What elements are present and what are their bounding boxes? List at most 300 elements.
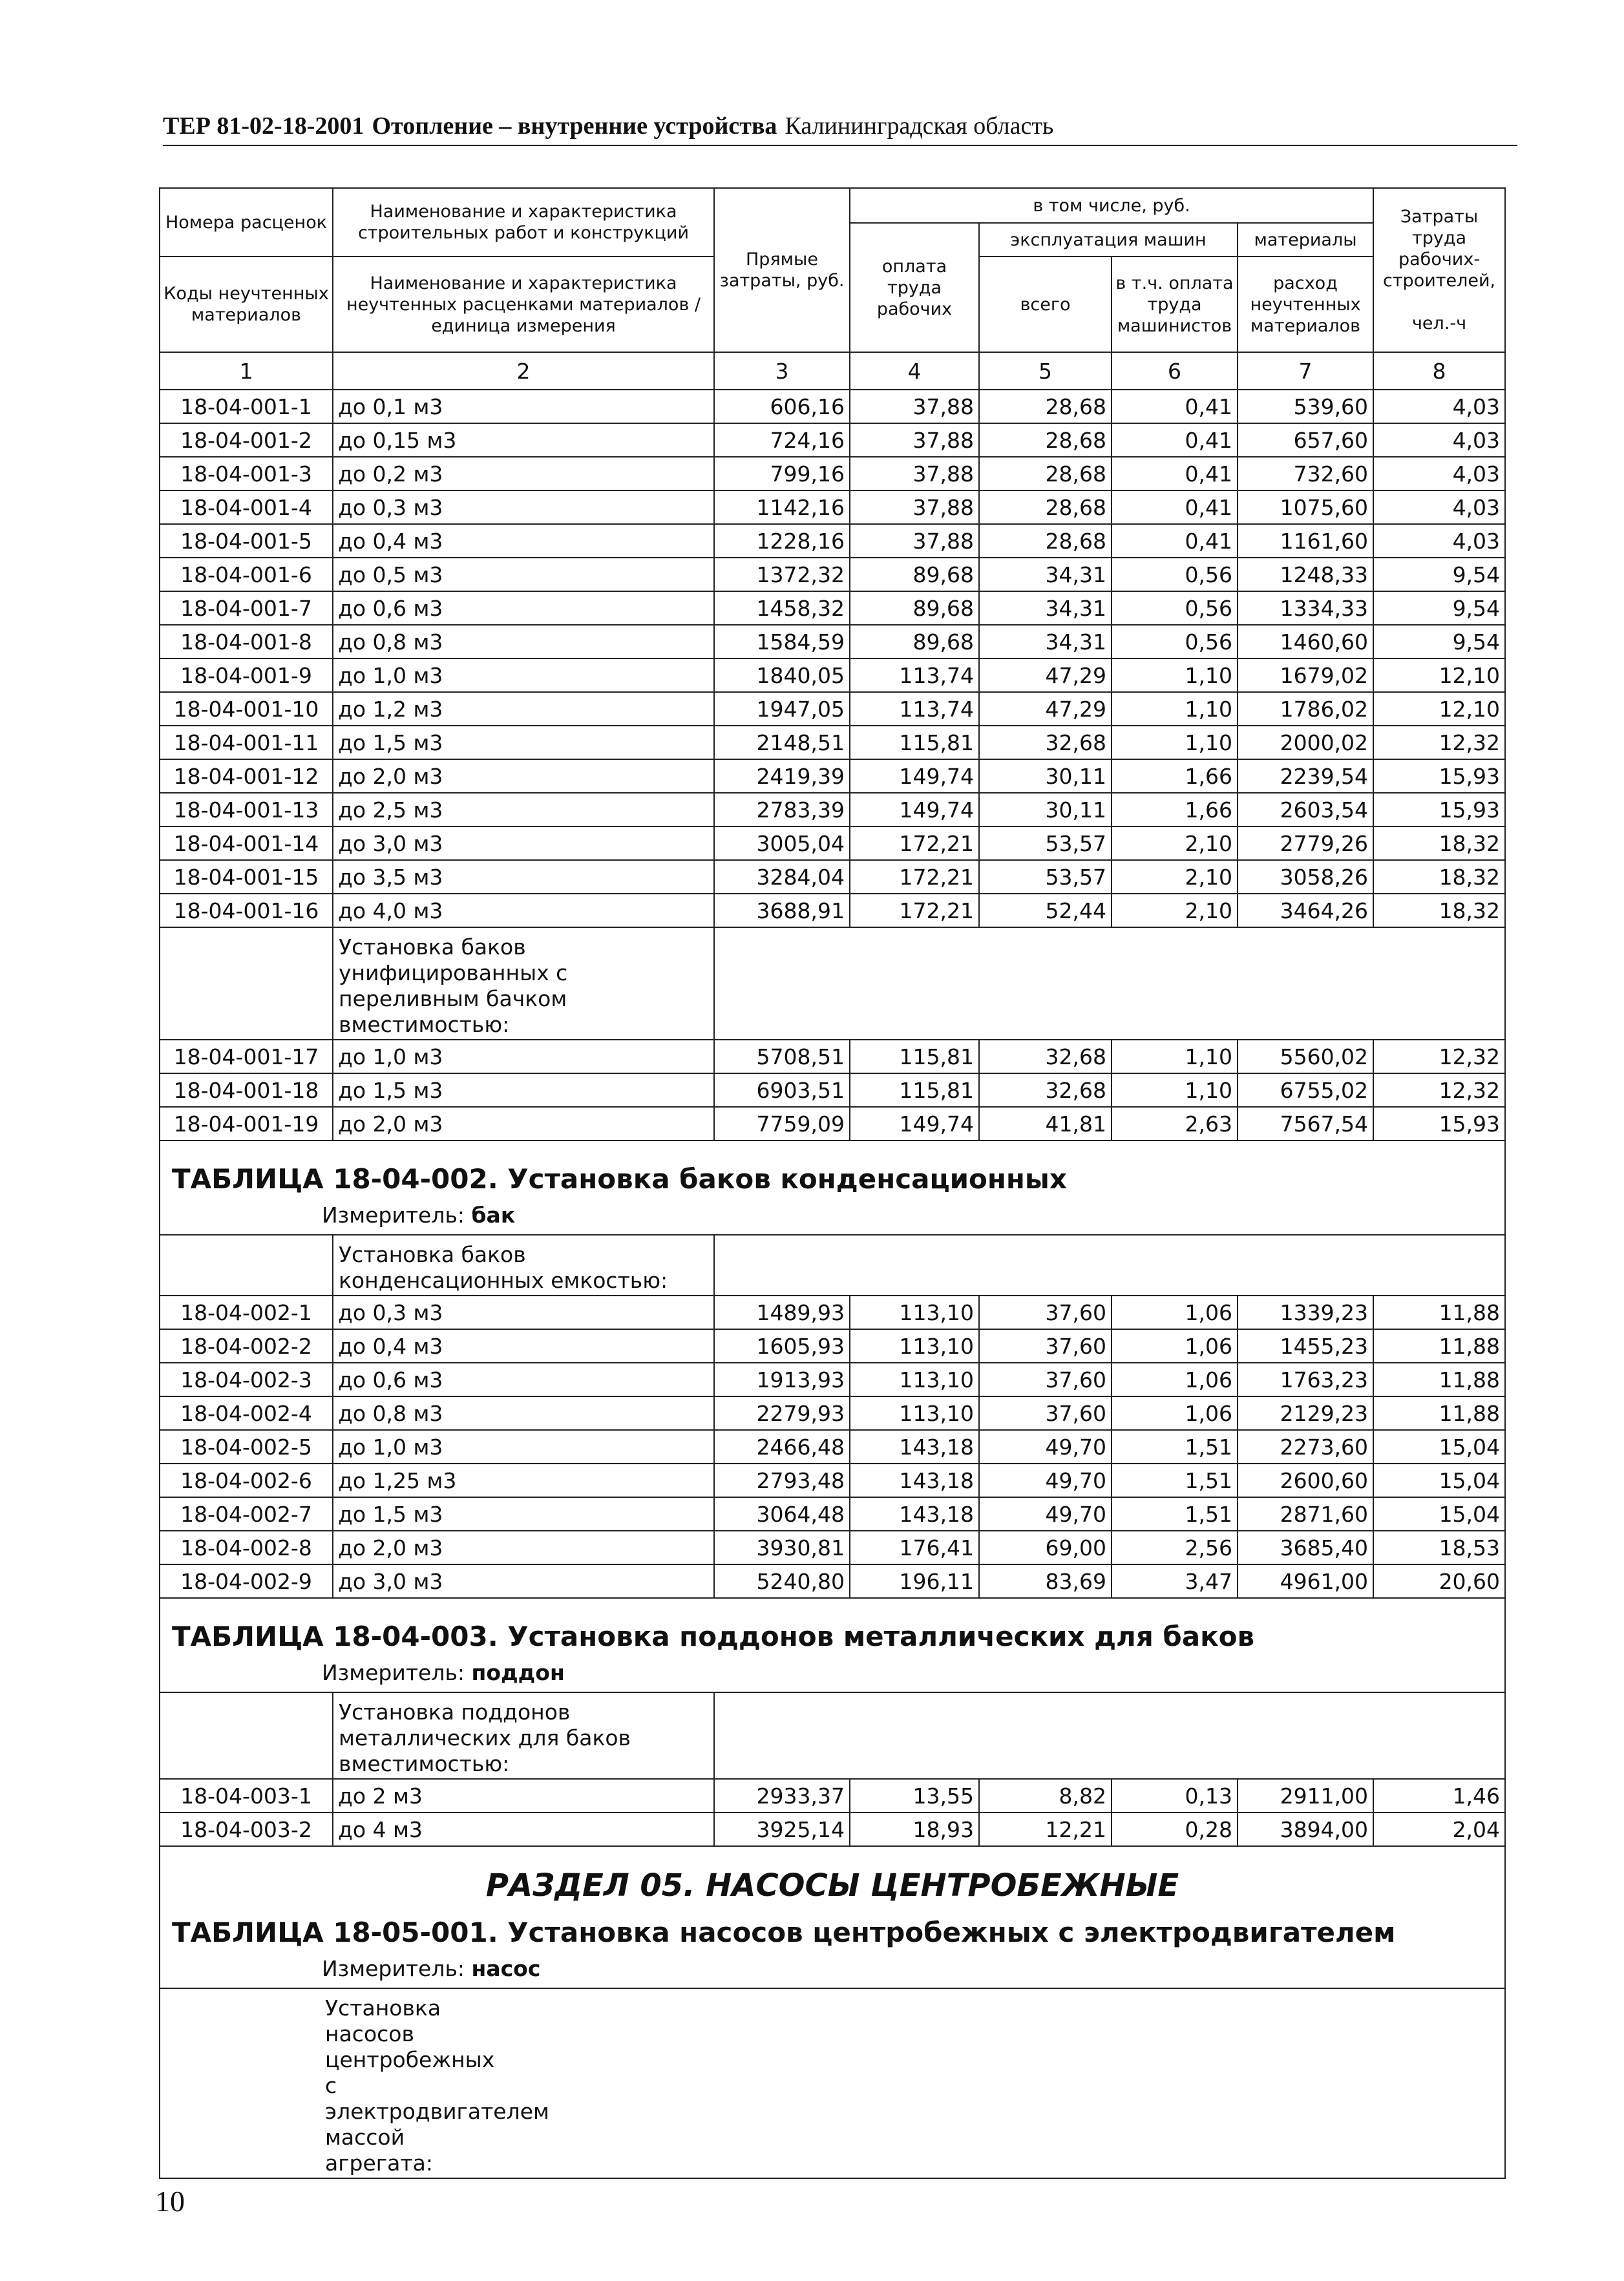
materials-cost: 2779,26 [1238, 826, 1373, 860]
column-number: 7 [1238, 352, 1373, 390]
rate-code: 18-04-001-14 [160, 826, 333, 860]
materials-cost: 4961,00 [1238, 1564, 1373, 1598]
unit-label: Измеритель: [322, 1956, 465, 1981]
rate-name: до 3,5 м3 [333, 860, 714, 894]
rate-code: 18-04-002-5 [160, 1430, 333, 1464]
machines-total: 28,68 [979, 457, 1112, 490]
rate-name: до 0,6 м3 [333, 1363, 714, 1396]
rate-name: до 0,2 м3 [333, 457, 714, 490]
rate-name: до 1,5 м3 [333, 1497, 714, 1531]
table-row [160, 1564, 1505, 1598]
labor-pay: 37,88 [850, 423, 979, 457]
labor-hours: 15,93 [1373, 793, 1505, 826]
rate-code: 18-04-001-11 [160, 726, 333, 759]
page-header [163, 111, 1517, 140]
labor-pay: 89,68 [850, 558, 979, 591]
materials-cost: 2129,23 [1238, 1396, 1373, 1430]
labor-hours: 9,54 [1373, 591, 1505, 625]
table-row [160, 1329, 1505, 1363]
machines-total: 30,11 [979, 793, 1112, 826]
machinists-pay: 1,51 [1112, 1430, 1238, 1464]
rate-name: до 0,6 м3 [333, 591, 714, 625]
column-number: 2 [333, 352, 714, 390]
group-code-cell [160, 927, 333, 1040]
machines-total: 53,57 [979, 860, 1112, 894]
rate-code: 18-04-001-19 [160, 1107, 333, 1140]
machinists-pay: 1,06 [1112, 1396, 1238, 1430]
section-05-block [160, 1846, 1505, 2178]
unit-line [160, 1660, 1505, 1692]
group-row [160, 1692, 1505, 1779]
materials-cost: 732,60 [1238, 457, 1373, 490]
machines-total: 37,60 [979, 1329, 1112, 1363]
direct-costs: 3064,48 [714, 1497, 850, 1531]
labor-hours: 15,04 [1373, 1430, 1505, 1464]
table-row [160, 390, 1505, 423]
direct-costs: 3284,04 [714, 860, 850, 894]
materials-cost: 539,60 [1238, 390, 1373, 423]
table-title-row [160, 1598, 1505, 1660]
rate-name: до 0,3 м3 [333, 1296, 714, 1329]
labor-hours: 18,32 [1373, 826, 1505, 860]
machines-total: 49,70 [979, 1464, 1112, 1497]
rate-name: до 2 м3 [333, 1779, 714, 1813]
unit-line [160, 1203, 1505, 1235]
table-row [160, 692, 1505, 726]
table-row [160, 423, 1505, 457]
table-001-group2 [160, 927, 1505, 1040]
materials-cost: 2239,54 [1238, 759, 1373, 793]
col-machine-total: всего [979, 257, 1112, 352]
direct-costs: 724,16 [714, 423, 850, 457]
direct-costs: 6903,51 [714, 1073, 850, 1107]
labor-hours: 11,88 [1373, 1329, 1505, 1363]
labor-hours: 12,32 [1373, 726, 1505, 759]
col-machine-operation: эксплуатация машин [979, 223, 1238, 257]
machines-total: 37,60 [979, 1396, 1112, 1430]
machines-total: 28,68 [979, 390, 1112, 423]
page-number: 10 [155, 2185, 185, 2218]
rate-code: 18-04-001-10 [160, 692, 333, 726]
machines-total: 47,29 [979, 692, 1112, 726]
materials-cost: 1334,33 [1238, 591, 1373, 625]
materials-cost: 6755,02 [1238, 1073, 1373, 1107]
table-title-row [160, 1911, 1505, 1956]
machinists-pay: 1,06 [1112, 1363, 1238, 1396]
column-number: 4 [850, 352, 979, 390]
rate-name: до 3,0 м3 [333, 1564, 714, 1598]
direct-costs: 2279,93 [714, 1396, 850, 1430]
col-direct-costs: Прямые затраты, руб. [714, 188, 850, 352]
labor-hours: 9,54 [1373, 625, 1505, 658]
rate-name: до 4 м3 [333, 1813, 714, 1846]
labor-pay: 113,10 [850, 1329, 979, 1363]
table-003-block [160, 1598, 1505, 1779]
group-label: Установка баков унифицированных с переливным бачком вместимостью: [333, 927, 714, 1040]
labor-hours: 4,03 [1373, 524, 1505, 558]
machinists-pay: 0,41 [1112, 457, 1238, 490]
direct-costs: 1947,05 [714, 692, 850, 726]
direct-costs: 5708,51 [714, 1040, 850, 1073]
rate-code: 18-04-001-9 [160, 658, 333, 692]
labor-pay: 37,88 [850, 524, 979, 558]
labor-pay: 149,74 [850, 759, 979, 793]
labor-hours: 15,93 [1373, 1107, 1505, 1140]
labor-hours: 18,32 [1373, 894, 1505, 927]
table-head [160, 188, 1505, 390]
col-labor-hours [1373, 188, 1505, 352]
labor-pay: 37,88 [850, 457, 979, 490]
rate-name: до 0,8 м3 [333, 1396, 714, 1430]
table-row [160, 457, 1505, 490]
rate-code: 18-04-001-17 [160, 1040, 333, 1073]
direct-costs: 2148,51 [714, 726, 850, 759]
unit-value: насос [471, 1956, 541, 1981]
machines-total: 30,11 [979, 759, 1112, 793]
unit-value: поддон [471, 1660, 565, 1685]
table-row [160, 658, 1505, 692]
labor-hours: 12,10 [1373, 692, 1505, 726]
labor-hours: 15,93 [1373, 759, 1505, 793]
rate-code: 18-04-003-2 [160, 1813, 333, 1846]
machines-total: 41,81 [979, 1107, 1112, 1140]
rate-code: 18-04-001-5 [160, 524, 333, 558]
labor-pay: 172,21 [850, 894, 979, 927]
machinists-pay: 0,56 [1112, 558, 1238, 591]
table-row [160, 625, 1505, 658]
rate-code: 18-04-003-1 [160, 1779, 333, 1813]
rate-name: до 0,5 м3 [333, 558, 714, 591]
materials-cost: 1679,02 [1238, 658, 1373, 692]
machinists-pay: 1,51 [1112, 1464, 1238, 1497]
table-row [160, 591, 1505, 625]
labor-pay: 113,10 [850, 1363, 979, 1396]
labor-hours: 12,10 [1373, 658, 1505, 692]
direct-costs: 3005,04 [714, 826, 850, 860]
materials-cost: 7567,54 [1238, 1107, 1373, 1140]
col-work-name: Наименование и характеристика строительных работ и конструкций [333, 188, 714, 257]
direct-costs: 3688,91 [714, 894, 850, 927]
machinists-pay: 1,10 [1112, 692, 1238, 726]
machines-total: 28,68 [979, 524, 1112, 558]
table-row [160, 1497, 1505, 1531]
table-row [160, 1813, 1505, 1846]
labor-hours: 1,46 [1373, 1779, 1505, 1813]
group-label: Установка поддонов металлических для баков вместимостью: [333, 1692, 714, 1779]
rate-code: 18-04-002-6 [160, 1464, 333, 1497]
rate-code: 18-04-002-9 [160, 1564, 333, 1598]
labor-pay: 172,21 [850, 860, 979, 894]
table-001-rows [160, 390, 1505, 927]
direct-costs: 1228,16 [714, 524, 850, 558]
rate-code: 18-04-001-16 [160, 894, 333, 927]
table-row [160, 1107, 1505, 1140]
col-materials: материалы [1238, 223, 1373, 257]
table-row [160, 726, 1505, 759]
labor-hours: 12,32 [1373, 1073, 1505, 1107]
machines-total: 37,60 [979, 1296, 1112, 1329]
materials-cost: 2871,60 [1238, 1497, 1373, 1531]
rate-code: 18-04-001-15 [160, 860, 333, 894]
machinists-pay: 0,13 [1112, 1779, 1238, 1813]
unit-label: Измеритель: [322, 1203, 465, 1228]
machinists-pay: 2,10 [1112, 894, 1238, 927]
unit-label: Измеритель: [322, 1660, 465, 1685]
labor-pay: 18,93 [850, 1813, 979, 1846]
labor-pay: 113,74 [850, 658, 979, 692]
rate-name: до 1,2 м3 [333, 692, 714, 726]
standard-subject: Отопление – внутренние устройства [372, 112, 777, 140]
rate-name: до 0,3 м3 [333, 490, 714, 524]
table-row [160, 1531, 1505, 1564]
machines-total: 34,31 [979, 558, 1112, 591]
rate-code: 18-04-002-8 [160, 1531, 333, 1564]
rate-name: до 0,1 м3 [333, 390, 714, 423]
rate-code: 18-04-001-12 [160, 759, 333, 793]
group-code-cell [160, 1692, 333, 1779]
materials-cost: 2600,60 [1238, 1464, 1373, 1497]
table-title: ТАБЛИЦА 18-05-001. Установка насосов центробежных с электродвигателем [160, 1911, 1505, 1956]
labor-pay: 196,11 [850, 1564, 979, 1598]
machinists-pay: 0,41 [1112, 524, 1238, 558]
group-row [160, 927, 1505, 1040]
group-empty-cell [714, 1692, 1505, 1779]
labor-hours: 4,03 [1373, 490, 1505, 524]
rate-code: 18-04-001-3 [160, 457, 333, 490]
standard-region: Калининградская область [785, 112, 1054, 140]
table-title-row [160, 1140, 1505, 1203]
rate-name: до 1,5 м3 [333, 1073, 714, 1107]
unit-row [160, 1203, 1505, 1235]
materials-cost: 1460,60 [1238, 625, 1373, 658]
rate-code: 18-04-002-7 [160, 1497, 333, 1531]
table-001-rows-2 [160, 1040, 1505, 1140]
labor-pay: 37,88 [850, 490, 979, 524]
machinists-pay: 2,63 [1112, 1107, 1238, 1140]
table-row [160, 1296, 1505, 1329]
column-number: 5 [979, 352, 1112, 390]
machines-total: 34,31 [979, 591, 1112, 625]
materials-cost: 1161,60 [1238, 524, 1373, 558]
rate-code: 18-04-002-2 [160, 1329, 333, 1363]
labor-pay: 115,81 [850, 1073, 979, 1107]
table-row [160, 1430, 1505, 1464]
materials-cost: 1455,23 [1238, 1329, 1373, 1363]
rate-name: до 1,5 м3 [333, 726, 714, 759]
rate-code: 18-04-001-1 [160, 390, 333, 423]
materials-cost: 2911,00 [1238, 1779, 1373, 1813]
group-row [160, 1988, 1505, 2178]
labor-hours: 11,88 [1373, 1296, 1505, 1329]
table-row [160, 826, 1505, 860]
direct-costs: 1489,93 [714, 1296, 850, 1329]
rate-code: 18-04-002-1 [160, 1296, 333, 1329]
labor-pay: 143,18 [850, 1430, 979, 1464]
machines-total: 8,82 [979, 1779, 1112, 1813]
rate-name: до 0,15 м3 [333, 423, 714, 457]
unit-row [160, 1660, 1505, 1692]
direct-costs: 606,16 [714, 390, 850, 423]
machines-total: 34,31 [979, 625, 1112, 658]
labor-pay: 89,68 [850, 625, 979, 658]
materials-cost: 1075,60 [1238, 490, 1373, 524]
machines-total: 32,68 [979, 1040, 1112, 1073]
table-row [160, 558, 1505, 591]
group-row [160, 1235, 1505, 1296]
machinists-pay: 0,56 [1112, 625, 1238, 658]
rate-code: 18-04-001-13 [160, 793, 333, 826]
rate-name: до 1,25 м3 [333, 1464, 714, 1497]
col-material-codes: Коды неучтенных материалов [160, 257, 333, 352]
machinists-pay: 1,06 [1112, 1296, 1238, 1329]
column-numbers-row [160, 352, 1505, 390]
machines-total: 83,69 [979, 1564, 1112, 1598]
direct-costs: 1584,59 [714, 625, 850, 658]
direct-costs: 5240,80 [714, 1564, 850, 1598]
labor-hours: 4,03 [1373, 423, 1505, 457]
labor-pay: 115,81 [850, 1040, 979, 1073]
table-row [160, 1363, 1505, 1396]
table-row [160, 759, 1505, 793]
rate-name: до 0,8 м3 [333, 625, 714, 658]
rate-name: до 4,0 м3 [333, 894, 714, 927]
labor-hours: 11,88 [1373, 1363, 1505, 1396]
rate-name: до 2,0 м3 [333, 1107, 714, 1140]
price-table [159, 187, 1506, 2179]
unit-row [160, 1956, 1505, 1988]
labor-pay: 143,18 [850, 1497, 979, 1531]
direct-costs: 7759,09 [714, 1107, 850, 1140]
machinists-pay: 0,41 [1112, 490, 1238, 524]
labor-pay: 115,81 [850, 726, 979, 759]
machinists-pay: 2,10 [1112, 860, 1238, 894]
rate-code: 18-04-001-8 [160, 625, 333, 658]
labor-pay: 149,74 [850, 793, 979, 826]
machines-total: 12,21 [979, 1813, 1112, 1846]
materials-cost: 657,60 [1238, 423, 1373, 457]
column-number: 3 [714, 352, 850, 390]
labor-pay: 176,41 [850, 1531, 979, 1564]
machines-total: 69,00 [979, 1531, 1112, 1564]
table-title: ТАБЛИЦА 18-04-003. Установка поддонов металлических для баков [160, 1598, 1505, 1660]
machines-total: 53,57 [979, 826, 1112, 860]
column-number: 1 [160, 352, 333, 390]
rate-code: 18-04-001-4 [160, 490, 333, 524]
labor-pay: 113,10 [850, 1296, 979, 1329]
table-title: ТАБЛИЦА 18-04-002. Установка баков конденсационных [160, 1140, 1505, 1203]
labor-hours: 18,32 [1373, 860, 1505, 894]
labor-hours: 9,54 [1373, 558, 1505, 591]
table-row [160, 1396, 1505, 1430]
group-label: Установка насосов центробежных с электродвигателем массой агрегата: [160, 1988, 1505, 2178]
labor-pay: 172,21 [850, 826, 979, 860]
col-labor-hours-unit: чел.-ч [1411, 313, 1467, 333]
group-empty-cell [714, 1235, 1505, 1296]
header-rule [163, 145, 1517, 146]
machines-total: 52,44 [979, 894, 1112, 927]
col-including: в том числе, руб. [850, 188, 1373, 223]
direct-costs: 2933,37 [714, 1779, 850, 1813]
machines-total: 32,68 [979, 1073, 1112, 1107]
materials-cost: 2273,60 [1238, 1430, 1373, 1464]
direct-costs: 2793,48 [714, 1464, 850, 1497]
materials-cost: 1248,33 [1238, 558, 1373, 591]
direct-costs: 2783,39 [714, 793, 850, 826]
rate-code: 18-04-001-2 [160, 423, 333, 457]
group-label: Установка баков конденсационных емкостью: [333, 1235, 714, 1296]
labor-pay: 13,55 [850, 1779, 979, 1813]
col-machine-labor: в т.ч. оплата труда машинистов [1112, 257, 1238, 352]
machinists-pay: 1,10 [1112, 1040, 1238, 1073]
labor-hours: 12,32 [1373, 1040, 1505, 1073]
labor-hours: 20,60 [1373, 1564, 1505, 1598]
labor-pay: 113,10 [850, 1396, 979, 1430]
labor-pay: 113,74 [850, 692, 979, 726]
materials-cost: 2000,02 [1238, 726, 1373, 759]
machinists-pay: 2,56 [1112, 1531, 1238, 1564]
rate-name: до 2,0 м3 [333, 1531, 714, 1564]
table-row [160, 860, 1505, 894]
rate-name: до 0,4 м3 [333, 1329, 714, 1363]
machinists-pay: 1,10 [1112, 726, 1238, 759]
rate-name: до 3,0 м3 [333, 826, 714, 860]
rate-name: до 2,0 м3 [333, 759, 714, 793]
materials-cost: 3464,26 [1238, 894, 1373, 927]
machinists-pay: 1,51 [1112, 1497, 1238, 1531]
labor-hours: 18,53 [1373, 1531, 1505, 1564]
direct-costs: 1458,32 [714, 591, 850, 625]
direct-costs: 2466,48 [714, 1430, 850, 1464]
unit-line [160, 1956, 1505, 1988]
materials-cost: 1763,23 [1238, 1363, 1373, 1396]
direct-costs: 3930,81 [714, 1531, 850, 1564]
machinists-pay: 0,41 [1112, 423, 1238, 457]
materials-cost: 3894,00 [1238, 1813, 1373, 1846]
labor-hours: 2,04 [1373, 1813, 1505, 1846]
direct-costs: 1840,05 [714, 658, 850, 692]
table-row [160, 1779, 1505, 1813]
col-labor-pay: оплата труда рабочих [850, 223, 979, 352]
direct-costs: 799,16 [714, 457, 850, 490]
column-number: 8 [1373, 352, 1505, 390]
machines-total: 49,70 [979, 1430, 1112, 1464]
machinists-pay: 1,06 [1112, 1329, 1238, 1363]
col-materials-unaccounted: расход неучтенных материалов [1238, 257, 1373, 352]
direct-costs: 1372,32 [714, 558, 850, 591]
labor-hours: 11,88 [1373, 1396, 1505, 1430]
rate-name: до 1,0 м3 [333, 1430, 714, 1464]
direct-costs: 2419,39 [714, 759, 850, 793]
column-number: 6 [1112, 352, 1238, 390]
section-title-row [160, 1846, 1505, 1911]
rate-code: 18-04-002-3 [160, 1363, 333, 1396]
table-row [160, 1464, 1505, 1497]
rate-code: 18-04-001-6 [160, 558, 333, 591]
machines-total: 28,68 [979, 423, 1112, 457]
rate-name: до 1,0 м3 [333, 658, 714, 692]
machines-total: 28,68 [979, 490, 1112, 524]
machinists-pay: 1,66 [1112, 793, 1238, 826]
machinists-pay: 1,10 [1112, 1073, 1238, 1107]
materials-cost: 3685,40 [1238, 1531, 1373, 1564]
group-code-cell [160, 1235, 333, 1296]
direct-costs: 1913,93 [714, 1363, 850, 1396]
col-rate-number: Номера расценок [160, 188, 333, 257]
unit-value: бак [471, 1203, 516, 1228]
rate-name: до 1,0 м3 [333, 1040, 714, 1073]
machinists-pay: 0,41 [1112, 390, 1238, 423]
machinists-pay: 0,56 [1112, 591, 1238, 625]
